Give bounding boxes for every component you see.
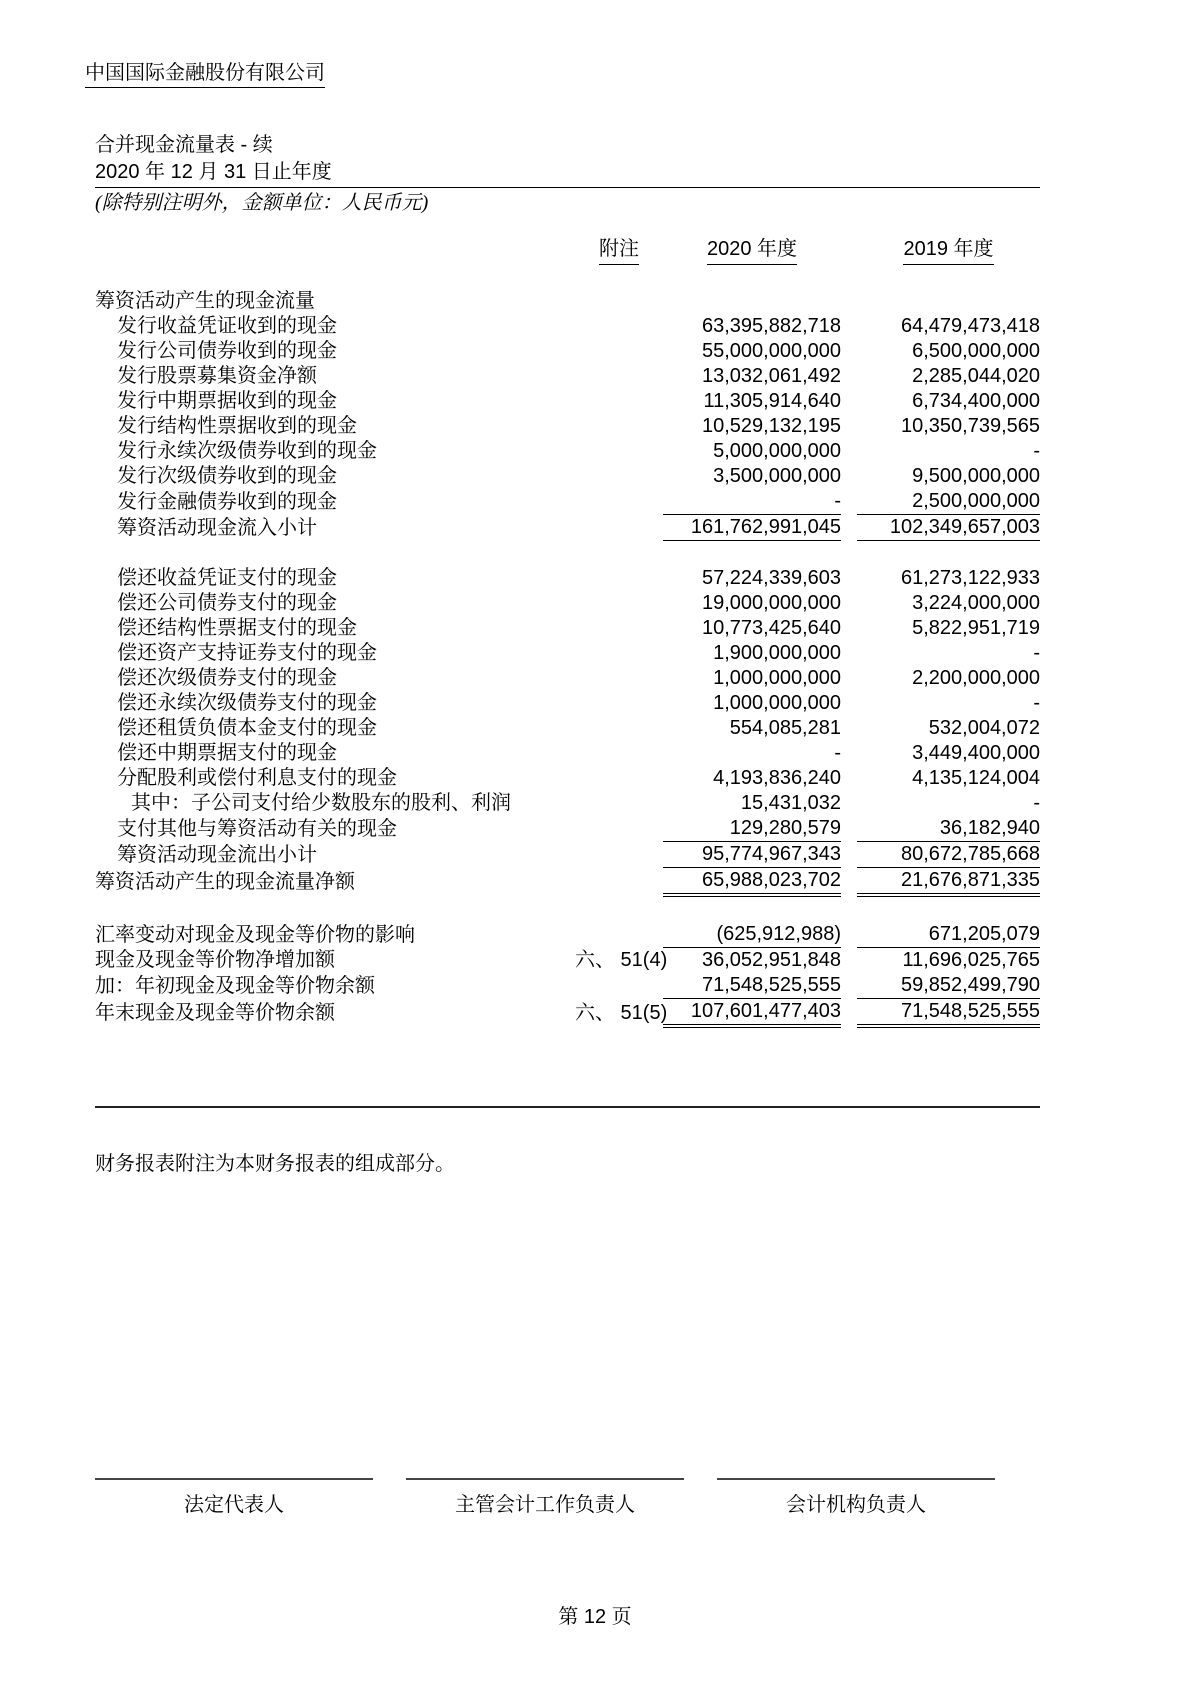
row-note — [575, 464, 663, 489]
column-gap — [841, 489, 857, 515]
row-note — [575, 314, 663, 339]
table-row — [95, 591, 1040, 616]
value-2020: 71,548,525,555 — [701, 974, 841, 996]
row-note — [575, 489, 663, 515]
table-row — [95, 439, 1040, 464]
unit-note: (除特别注明外，金额单位：人民币元) — [95, 192, 429, 214]
value-2020: 554,085,281 — [729, 717, 841, 739]
value-2020: 1,000,000,000 — [713, 692, 841, 714]
table-row — [95, 339, 1040, 364]
column-gap — [841, 464, 857, 489]
column-header-note — [575, 236, 663, 289]
row-label: 偿还公司债券支付的现金 — [117, 592, 337, 614]
table-row — [95, 948, 1040, 974]
row-note — [575, 515, 663, 541]
row-note: 六、 51(5) — [575, 1002, 668, 1024]
value-2019: 10,350,739,565 — [900, 415, 1040, 437]
column-gap — [841, 766, 857, 791]
column-gap — [841, 922, 857, 948]
row-label: 支付其他与筹资活动有关的现金 — [117, 817, 397, 840]
value-2020: 63,395,882,718 — [701, 315, 841, 337]
row-note — [575, 766, 663, 791]
value-2020: 129,280,579 — [729, 817, 841, 839]
column-header-2019 — [857, 236, 1040, 289]
row-label: 筹资活动产生的现金流量 — [95, 290, 315, 312]
column-header-2019-text: 2019 年度 — [903, 236, 993, 265]
table-row — [95, 716, 1040, 741]
row-note: 六、 51(4) — [575, 949, 668, 971]
row-label: 发行中期票据收到的现金 — [117, 390, 337, 412]
table-row — [95, 616, 1040, 641]
row-label: 分配股利或偿付利息支付的现金 — [117, 767, 397, 789]
signature-line — [406, 1478, 684, 1480]
page-number: 第 12 页 — [558, 1606, 632, 1628]
table-row — [95, 414, 1040, 439]
company-name — [85, 60, 325, 86]
value-2020: 3,500,000,000 — [713, 465, 841, 487]
row-label: 其中：子公司支付给少数股东的股利、利润 — [131, 792, 511, 814]
table-row — [95, 566, 1040, 591]
row-label: 发行结构性票据收到的现金 — [117, 415, 357, 437]
row-label: 偿还收益凭证支付的现金 — [117, 567, 337, 589]
value-2019: 11,696,025,765 — [857, 948, 1040, 974]
row-label: 发行公司债券收到的现金 — [117, 340, 337, 362]
value-2020: (625,912,988) — [716, 923, 841, 945]
value-2020: 19,000,000,000 — [701, 592, 841, 614]
column-header-note-text: 附注 — [599, 236, 639, 265]
column-gap — [841, 314, 857, 339]
spacer-cell — [95, 541, 1040, 567]
column-gap — [841, 339, 857, 364]
row-note — [575, 791, 663, 816]
table-row — [95, 666, 1040, 691]
table-row — [95, 816, 1040, 842]
column-gap — [841, 791, 857, 816]
row-note — [575, 868, 663, 896]
spacer-cell — [95, 895, 1040, 922]
table-row — [95, 691, 1040, 716]
value-2019: - — [1033, 792, 1040, 814]
value-2020: 4,193,836,240 — [713, 767, 841, 789]
row-note — [575, 289, 663, 314]
bottom-rule — [95, 1106, 1040, 1108]
row-label: 发行股票募集资金净额 — [117, 365, 317, 387]
value-2020: 65,988,023,702 — [663, 868, 841, 896]
row-note — [575, 389, 663, 414]
table-row — [95, 973, 1040, 999]
value-2020: 11,305,914,640 — [703, 390, 841, 412]
row-label: 偿还永续次级债券支付的现金 — [117, 692, 377, 714]
row-label: 发行次级债券收到的现金 — [117, 465, 337, 487]
table-row — [95, 314, 1040, 339]
value-2020: 10,529,132,195 — [701, 415, 841, 437]
row-note — [575, 973, 663, 999]
value-2019: 3,224,000,000 — [912, 592, 1040, 614]
header-gap — [841, 236, 857, 289]
value-2019: 64,479,473,418 — [900, 315, 1040, 337]
row-note — [575, 842, 663, 868]
row-note — [575, 364, 663, 389]
row-label: 加：年初现金及现金等价物余额 — [95, 974, 375, 997]
row-note — [575, 566, 663, 591]
spacer-row — [95, 895, 1040, 922]
column-gap — [841, 842, 857, 868]
statement-title: 合并现金流量表 - 续 — [95, 134, 273, 156]
value-2019: 61,273,122,933 — [900, 567, 1040, 589]
row-label: 发行永续次级债券收到的现金 — [117, 440, 377, 462]
value-2019: 3,449,400,000 — [912, 742, 1040, 764]
row-note — [575, 339, 663, 364]
column-header-2020-text: 2020 年度 — [707, 236, 797, 265]
value-2019: 6,500,000,000 — [912, 340, 1040, 362]
table-row — [95, 791, 1040, 816]
column-gap — [841, 591, 857, 616]
table-body — [95, 289, 1040, 1026]
row-label: 偿还结构性票据支付的现金 — [117, 617, 357, 639]
value-2019: 59,852,499,790 — [900, 974, 1040, 996]
table-row — [95, 999, 1040, 1027]
column-gap — [841, 816, 857, 842]
value-2020 — [663, 289, 841, 314]
value-2019: - — [1033, 642, 1040, 664]
row-label: 筹资活动现金流入小计 — [117, 516, 317, 539]
signature-accounting-head — [717, 1478, 995, 1517]
table-header — [95, 236, 1040, 289]
table-row — [95, 868, 1040, 896]
value-2019: 21,676,871,335 — [857, 868, 1040, 896]
column-gap — [841, 389, 857, 414]
row-label: 偿还资产支持证券支付的现金 — [117, 642, 377, 664]
row-note — [575, 716, 663, 741]
column-header-2020 — [663, 236, 841, 289]
column-gap — [841, 691, 857, 716]
row-note — [575, 666, 663, 691]
row-note — [575, 414, 663, 439]
value-2020: 15,431,032 — [740, 792, 841, 814]
column-gap — [841, 616, 857, 641]
value-2019 — [857, 289, 1040, 314]
value-2020: 10,773,425,640 — [701, 617, 841, 639]
signature-label: 主管会计工作负责人 — [455, 1494, 635, 1516]
table-row — [95, 489, 1040, 515]
value-2019: 671,205,079 — [928, 923, 1040, 945]
table-row — [95, 842, 1040, 868]
header-row — [95, 236, 1040, 289]
value-2019: 5,822,951,719 — [912, 617, 1040, 639]
table-row — [95, 922, 1040, 948]
row-label: 筹资活动产生的现金流量净额 — [95, 871, 355, 893]
signature-line — [717, 1478, 995, 1480]
cash-flow-table — [95, 236, 1040, 1028]
table-row — [95, 389, 1040, 414]
row-note — [575, 741, 663, 766]
value-2020: 5,000,000,000 — [713, 440, 841, 462]
row-note — [575, 616, 663, 641]
value-2019: 4,135,124,004 — [912, 767, 1040, 789]
row-label: 发行金融债券收到的现金 — [117, 490, 337, 513]
table-row — [95, 515, 1040, 541]
row-label: 年末现金及现金等价物余额 — [95, 1002, 335, 1024]
header-label-spacer — [95, 236, 575, 289]
company-name-text: 中国国际金融股份有限公司 — [85, 62, 325, 88]
row-label: 汇率变动对现金及现金等价物的影响 — [95, 923, 415, 946]
row-label: 发行收益凭证收到的现金 — [117, 315, 337, 337]
table-row — [95, 741, 1040, 766]
row-note — [575, 591, 663, 616]
column-gap — [841, 515, 857, 541]
table-row — [95, 364, 1040, 389]
value-2020: 161,762,991,045 — [663, 515, 841, 541]
value-2019: 6,734,400,000 — [912, 390, 1040, 412]
value-2020: 107,601,477,403 — [663, 999, 841, 1027]
table-row — [95, 641, 1040, 666]
footnote: 财务报表附注为本财务报表的组成部分。 — [95, 1153, 455, 1175]
value-2019: - — [1033, 692, 1040, 714]
value-2019: - — [1033, 440, 1040, 462]
table-row — [95, 289, 1040, 314]
signature-block — [95, 1478, 1040, 1517]
row-note — [575, 691, 663, 716]
column-gap — [841, 289, 857, 314]
table-row — [95, 766, 1040, 791]
signature-label: 会计机构负责人 — [786, 1494, 926, 1516]
value-2019: 36,182,940 — [939, 817, 1040, 839]
column-gap — [841, 641, 857, 666]
value-2020: - — [834, 490, 841, 512]
row-label: 偿还中期票据支付的现金 — [117, 742, 337, 764]
row-label: 偿还次级债券支付的现金 — [117, 667, 337, 689]
column-gap — [841, 716, 857, 741]
row-note — [575, 816, 663, 842]
signature-line — [95, 1478, 373, 1480]
value-2019: 532,004,072 — [928, 717, 1040, 739]
column-gap — [841, 973, 857, 999]
statement-period: 2020 年 12 月 31 日止年度 — [95, 159, 1040, 188]
column-gap — [841, 364, 857, 389]
value-2019: 2,500,000,000 — [912, 490, 1040, 512]
spacer-row — [95, 541, 1040, 567]
title-block — [95, 132, 1040, 218]
value-2019: 80,672,785,668 — [857, 842, 1040, 868]
column-gap — [841, 999, 857, 1027]
row-note — [575, 641, 663, 666]
value-2020: 36,052,951,848 — [663, 948, 841, 974]
value-2019: 2,200,000,000 — [912, 667, 1040, 689]
value-2020: 57,224,339,603 — [701, 567, 841, 589]
column-gap — [841, 414, 857, 439]
table-row — [95, 464, 1040, 489]
row-label: 筹资活动现金流出小计 — [117, 843, 317, 866]
column-gap — [841, 439, 857, 464]
value-2020: 95,774,967,343 — [663, 842, 841, 868]
row-note — [575, 439, 663, 464]
row-label: 偿还租赁负债本金支付的现金 — [117, 717, 377, 739]
column-gap — [841, 741, 857, 766]
row-note — [575, 922, 663, 948]
value-2020: 55,000,000,000 — [701, 340, 841, 362]
column-gap — [841, 566, 857, 591]
value-2019: 71,548,525,555 — [857, 999, 1040, 1027]
row-label: 现金及现金等价物净增加额 — [95, 949, 335, 971]
value-2020: - — [834, 742, 841, 764]
column-gap — [841, 868, 857, 896]
signature-label: 法定代表人 — [184, 1494, 284, 1516]
column-gap — [841, 666, 857, 691]
value-2020: 1,000,000,000 — [713, 667, 841, 689]
signature-legal-representative — [95, 1478, 373, 1517]
column-gap — [841, 948, 857, 974]
value-2019: 2,285,044,020 — [912, 365, 1040, 387]
value-2020: 1,900,000,000 — [713, 642, 841, 664]
value-2019: 9,500,000,000 — [912, 465, 1040, 487]
signature-chief-accountant — [406, 1478, 684, 1517]
value-2019: 102,349,657,003 — [857, 515, 1040, 541]
value-2020: 13,032,061,492 — [701, 365, 841, 387]
